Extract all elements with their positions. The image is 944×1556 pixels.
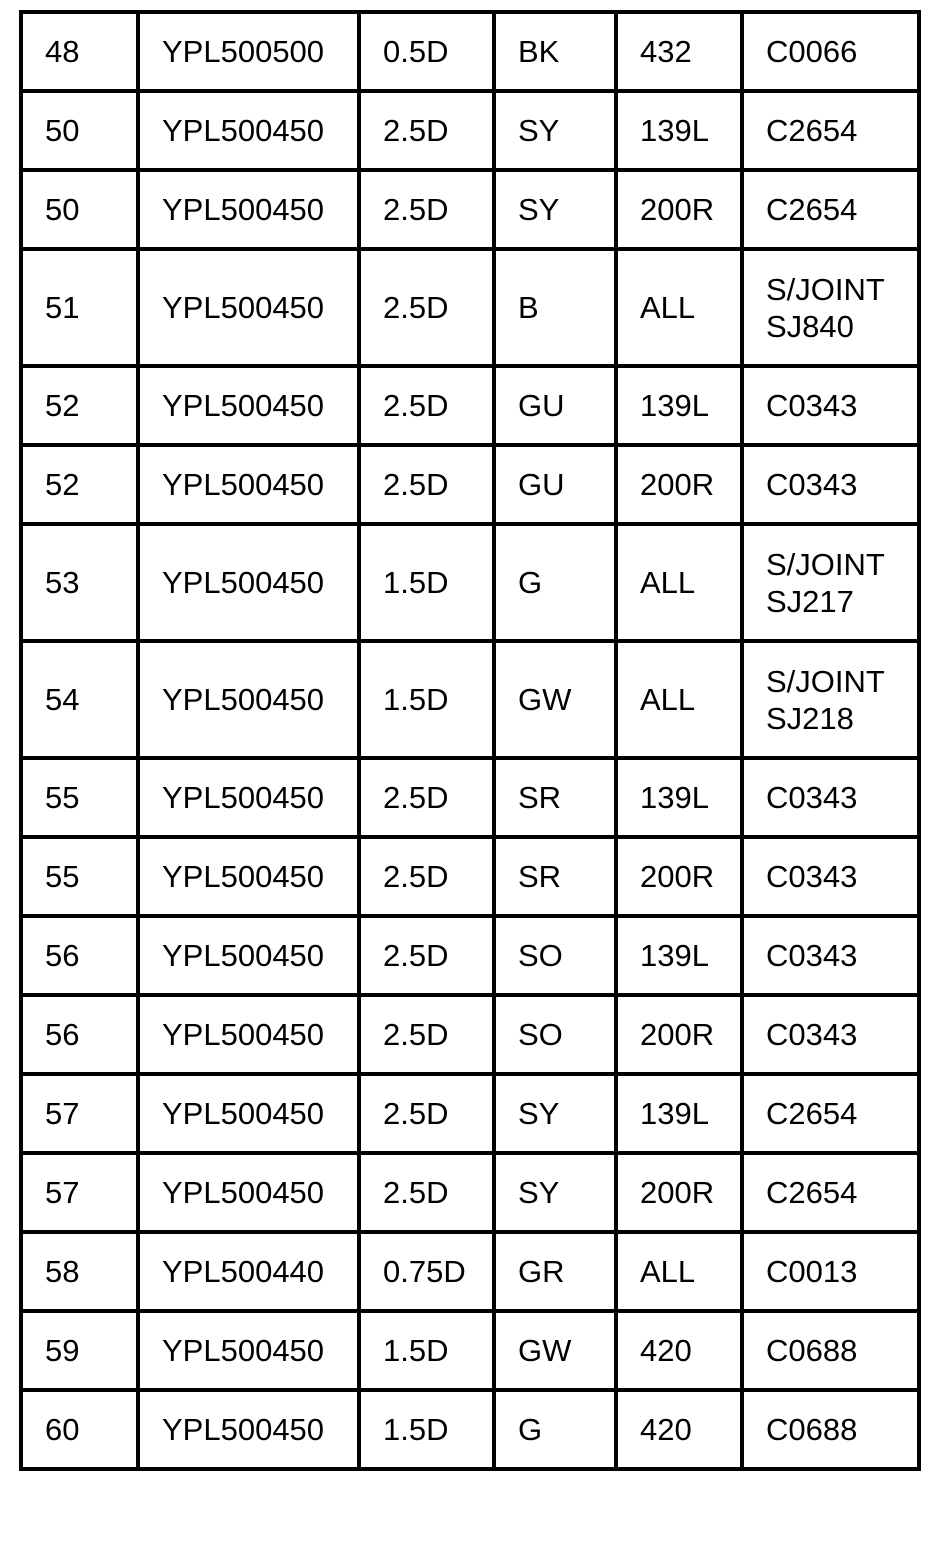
color-code-cell: BK bbox=[494, 12, 616, 91]
table-row bbox=[21, 1390, 919, 1469]
table-row bbox=[21, 1153, 919, 1232]
code-cell bbox=[742, 445, 919, 524]
part-number-cell: YPL500450 bbox=[138, 916, 359, 995]
size-cell: 1.5D bbox=[359, 1390, 494, 1469]
size-cell: 2.5D bbox=[359, 1074, 494, 1153]
size-cell: 1.5D bbox=[359, 1311, 494, 1390]
code-line: C2654 bbox=[766, 1096, 858, 1131]
size-cell: 1.5D bbox=[359, 641, 494, 758]
code-line: S/JOINT bbox=[766, 271, 885, 307]
table-row bbox=[21, 12, 919, 91]
code-cell bbox=[742, 524, 919, 641]
part-number-cell: YPL500450 bbox=[138, 641, 359, 758]
part-number-cell: YPL500450 bbox=[138, 1074, 359, 1153]
size-cell: 2.5D bbox=[359, 170, 494, 249]
color-code-cell: SY bbox=[494, 1074, 616, 1153]
position-cell: 200R bbox=[616, 837, 742, 916]
color-code-cell: G bbox=[494, 524, 616, 641]
part-number-cell: YPL500450 bbox=[138, 1311, 359, 1390]
color-code-cell: GU bbox=[494, 445, 616, 524]
position-cell: ALL bbox=[616, 1232, 742, 1311]
table-row bbox=[21, 249, 919, 366]
position-cell: 420 bbox=[616, 1311, 742, 1390]
color-code-cell: SO bbox=[494, 995, 616, 1074]
size-cell: 0.5D bbox=[359, 12, 494, 91]
position-cell: 420 bbox=[616, 1390, 742, 1469]
item-number-cell: 50 bbox=[21, 170, 138, 249]
part-number-cell: YPL500450 bbox=[138, 837, 359, 916]
item-number-cell: 48 bbox=[21, 12, 138, 91]
color-code-cell: G bbox=[494, 1390, 616, 1469]
code-line: C0343 bbox=[766, 859, 858, 894]
table-row bbox=[21, 837, 919, 916]
code-line: C0013 bbox=[766, 1254, 858, 1289]
size-cell: 2.5D bbox=[359, 758, 494, 837]
color-code-cell: GW bbox=[494, 641, 616, 758]
table-row bbox=[21, 170, 919, 249]
parts-table bbox=[19, 10, 921, 1471]
size-cell: 2.5D bbox=[359, 249, 494, 366]
size-cell: 2.5D bbox=[359, 916, 494, 995]
code-line: SJ217 bbox=[766, 583, 854, 619]
size-cell: 2.5D bbox=[359, 837, 494, 916]
code-line: SJ840 bbox=[766, 308, 854, 344]
position-cell: 432 bbox=[616, 12, 742, 91]
table-row bbox=[21, 758, 919, 837]
item-number-cell: 57 bbox=[21, 1153, 138, 1232]
size-cell: 2.5D bbox=[359, 1153, 494, 1232]
code-cell bbox=[742, 758, 919, 837]
size-cell: 2.5D bbox=[359, 91, 494, 170]
color-code-cell: SR bbox=[494, 758, 616, 837]
table-row bbox=[21, 445, 919, 524]
code-line: SJ218 bbox=[766, 700, 854, 736]
size-cell: 2.5D bbox=[359, 995, 494, 1074]
part-number-cell: YPL500440 bbox=[138, 1232, 359, 1311]
code-cell bbox=[742, 1153, 919, 1232]
position-cell: 139L bbox=[616, 916, 742, 995]
code-line: C0343 bbox=[766, 388, 858, 423]
item-number-cell: 57 bbox=[21, 1074, 138, 1153]
color-code-cell: GR bbox=[494, 1232, 616, 1311]
code-cell bbox=[742, 1390, 919, 1469]
code-cell bbox=[742, 1311, 919, 1390]
position-cell: ALL bbox=[616, 524, 742, 641]
table-body bbox=[21, 12, 919, 1469]
part-number-cell: YPL500450 bbox=[138, 1153, 359, 1232]
color-code-cell: SY bbox=[494, 170, 616, 249]
position-cell: 139L bbox=[616, 366, 742, 445]
code-cell bbox=[742, 1232, 919, 1311]
item-number-cell: 51 bbox=[21, 249, 138, 366]
size-cell: 2.5D bbox=[359, 445, 494, 524]
part-number-cell: YPL500450 bbox=[138, 995, 359, 1074]
code-line: C2654 bbox=[766, 1175, 858, 1210]
code-line: S/JOINT bbox=[766, 663, 885, 699]
item-number-cell: 59 bbox=[21, 1311, 138, 1390]
position-cell: 200R bbox=[616, 445, 742, 524]
code-cell bbox=[742, 1074, 919, 1153]
part-number-cell: YPL500450 bbox=[138, 366, 359, 445]
code-line: S/JOINT bbox=[766, 546, 885, 582]
color-code-cell: SY bbox=[494, 1153, 616, 1232]
position-cell: 139L bbox=[616, 91, 742, 170]
code-line: C0688 bbox=[766, 1333, 858, 1368]
size-cell: 1.5D bbox=[359, 524, 494, 641]
color-code-cell: SY bbox=[494, 91, 616, 170]
code-line: C0343 bbox=[766, 780, 858, 815]
table-row bbox=[21, 1074, 919, 1153]
position-cell: ALL bbox=[616, 249, 742, 366]
code-cell bbox=[742, 170, 919, 249]
code-cell bbox=[742, 91, 919, 170]
color-code-cell: GU bbox=[494, 366, 616, 445]
item-number-cell: 55 bbox=[21, 758, 138, 837]
color-code-cell: B bbox=[494, 249, 616, 366]
position-cell: ALL bbox=[616, 641, 742, 758]
table-row bbox=[21, 366, 919, 445]
color-code-cell: SO bbox=[494, 916, 616, 995]
table-row bbox=[21, 641, 919, 758]
item-number-cell: 60 bbox=[21, 1390, 138, 1469]
table-row bbox=[21, 1232, 919, 1311]
position-cell: 139L bbox=[616, 1074, 742, 1153]
item-number-cell: 50 bbox=[21, 91, 138, 170]
item-number-cell: 53 bbox=[21, 524, 138, 641]
item-number-cell: 54 bbox=[21, 641, 138, 758]
part-number-cell: YPL500450 bbox=[138, 170, 359, 249]
size-cell: 2.5D bbox=[359, 366, 494, 445]
part-number-cell: YPL500450 bbox=[138, 445, 359, 524]
code-line: C0688 bbox=[766, 1412, 858, 1447]
code-line: C0343 bbox=[766, 467, 858, 502]
table-row bbox=[21, 91, 919, 170]
item-number-cell: 52 bbox=[21, 366, 138, 445]
part-number-cell: YPL500450 bbox=[138, 758, 359, 837]
table-row bbox=[21, 916, 919, 995]
part-number-cell: YPL500450 bbox=[138, 91, 359, 170]
code-cell bbox=[742, 995, 919, 1074]
table-row bbox=[21, 1311, 919, 1390]
item-number-cell: 58 bbox=[21, 1232, 138, 1311]
code-line: C2654 bbox=[766, 192, 858, 227]
part-number-cell: YPL500450 bbox=[138, 249, 359, 366]
part-number-cell: YPL500450 bbox=[138, 524, 359, 641]
item-number-cell: 56 bbox=[21, 995, 138, 1074]
code-line: C2654 bbox=[766, 113, 858, 148]
color-code-cell: GW bbox=[494, 1311, 616, 1390]
code-cell bbox=[742, 12, 919, 91]
code-line: C0343 bbox=[766, 938, 858, 973]
code-cell bbox=[742, 366, 919, 445]
position-cell: 200R bbox=[616, 1153, 742, 1232]
part-number-cell: YPL500500 bbox=[138, 12, 359, 91]
part-number-cell: YPL500450 bbox=[138, 1390, 359, 1469]
size-cell: 0.75D bbox=[359, 1232, 494, 1311]
table-row bbox=[21, 995, 919, 1074]
item-number-cell: 52 bbox=[21, 445, 138, 524]
code-cell bbox=[742, 837, 919, 916]
item-number-cell: 55 bbox=[21, 837, 138, 916]
position-cell: 200R bbox=[616, 995, 742, 1074]
code-cell bbox=[742, 249, 919, 366]
position-cell: 139L bbox=[616, 758, 742, 837]
item-number-cell: 56 bbox=[21, 916, 138, 995]
position-cell: 200R bbox=[616, 170, 742, 249]
code-line: C0343 bbox=[766, 1017, 858, 1052]
code-line: C0066 bbox=[766, 34, 858, 69]
code-cell bbox=[742, 916, 919, 995]
table-row bbox=[21, 524, 919, 641]
code-cell bbox=[742, 641, 919, 758]
color-code-cell: SR bbox=[494, 837, 616, 916]
